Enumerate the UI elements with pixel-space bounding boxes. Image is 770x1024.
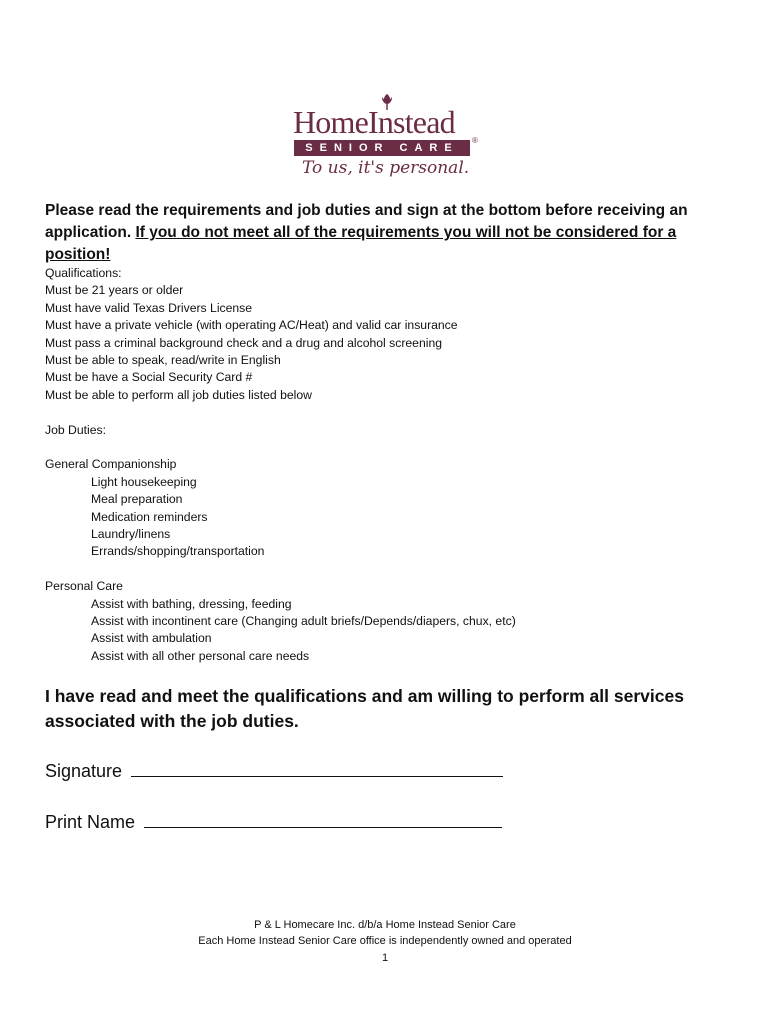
list-item: Assist with incontinent care (Changing adult briefs/Depends/diapers, chux, etc): [91, 614, 516, 629]
list-item: Light housekeeping: [91, 474, 197, 489]
signature-field[interactable]: [131, 760, 503, 777]
list-item: Errands/shopping/transportation: [91, 544, 265, 559]
intro-warning: If you do not meet all of the requirements you will not be considered for a position!: [45, 224, 677, 263]
list-item: Medication reminders: [91, 509, 208, 524]
intro-paragraph: [45, 200, 735, 266]
list-item: Meal preparation: [91, 492, 183, 507]
companionship-heading: General Companionship: [45, 457, 177, 472]
print-name-field[interactable]: [144, 811, 502, 828]
list-item: Must be 21 years or older: [45, 283, 184, 298]
list-item: Must have valid Texas Drivers License: [45, 300, 253, 315]
list-item: Assist with all other personal care needs: [91, 648, 310, 663]
footer-line-1: P & L Homecare Inc. d/b/a Home Instead Senior Care: [254, 919, 516, 931]
company-logo: [290, 92, 486, 184]
personal-care-heading: Personal Care: [45, 579, 123, 594]
intro-text: Please read the requirements and job duties and sign at the bottom before receiving an application.: [45, 202, 688, 241]
list-item: Assist with ambulation: [91, 631, 212, 646]
print-name-row: [45, 811, 502, 833]
page-number: 1: [381, 952, 389, 964]
list-item: Must be able to speak, read/write in English: [45, 353, 281, 368]
signature-row: [45, 760, 503, 782]
registered-mark: ®: [472, 136, 478, 145]
print-name-label: Print Name: [45, 812, 136, 832]
list-item: Must pass a criminal background check and a drug and alcohol screening: [45, 335, 442, 350]
list-item: Laundry/linens: [91, 527, 171, 542]
logo-tagline: To us, it's personal.: [302, 158, 470, 178]
job-duties-heading: Job Duties:: [45, 422, 106, 437]
qualifications-section: [45, 265, 735, 665]
logo-brand: HomeInstead: [293, 104, 455, 140]
qualifications-heading: Qualifications:: [45, 266, 122, 280]
footer-line-2: Each Home Instead Senior Care office is independently owned and operated: [198, 935, 572, 947]
logo-subbrand: SENIOR CARE: [294, 140, 470, 156]
list-item: Assist with bathing, dressing, feeding: [91, 596, 292, 611]
signature-label: Signature: [45, 761, 123, 781]
list-item: Must be have a Social Security Card #: [45, 370, 253, 385]
list-item: Must be able to perform all job duties listed below: [45, 387, 312, 402]
agreement-statement: I have read and meet the qualifications and am willing to perform all services associated with the job duties.: [45, 686, 684, 731]
list-item: Must have a private vehicle (with operating AC/Heat) and valid car insurance: [45, 318, 458, 333]
